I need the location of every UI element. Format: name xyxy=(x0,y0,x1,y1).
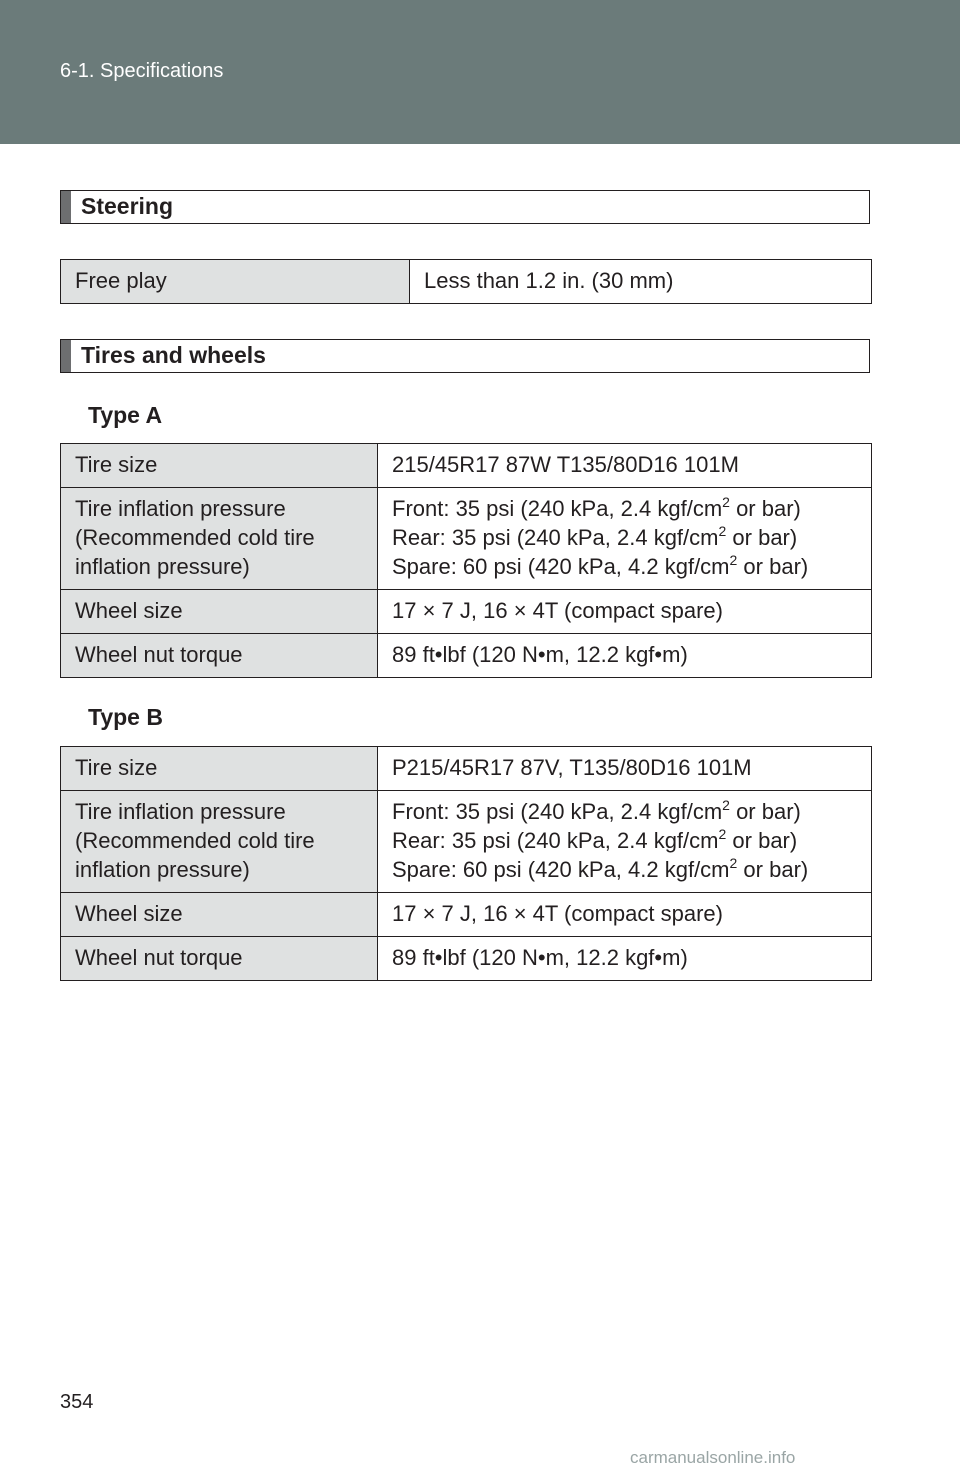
spare-pressure: Spare: 60 psi (420 kPa, 4.2 kgf/$cm^2$ or bar) xyxy=(392,855,809,882)
tire-size-value: 215/45R17 87W T135/80D16 101M xyxy=(378,444,872,488)
front-pressure: Front: 35 psi (240 kPa, 2.4 kgf/$cm^2$ or bar) xyxy=(392,494,801,521)
title-accent-bar xyxy=(61,191,71,223)
table-row xyxy=(61,634,872,678)
table-row xyxy=(61,937,872,981)
front-pressure: Front: 35 psi (240 kPa, 2.4 kgf/$cm^2$ or bar) xyxy=(392,797,801,824)
key-line: inflation pressure) xyxy=(75,857,250,882)
key-line: Tire inflation pressure xyxy=(75,496,286,521)
table-row xyxy=(61,488,872,590)
page-number: 354 xyxy=(60,1391,94,1413)
table-row xyxy=(61,747,872,791)
wheel-size-value: 17 × 7 J, 16 × 4T (compact spare) xyxy=(378,590,872,634)
type-a-table xyxy=(60,443,872,678)
wheel-nut-torque-value: 89 ft•lbf (120 N•m, 12.2 kgf•m) xyxy=(378,634,872,678)
wheel-nut-torque-key: Wheel nut torque xyxy=(61,937,378,981)
type-b-table xyxy=(60,746,872,981)
rear-pressure: Rear: 35 psi (240 kPa, 2.4 kgf/$cm^2$ or bar) xyxy=(392,826,798,853)
steering-title: Steering xyxy=(81,193,174,219)
rear-pressure: Rear: 35 psi (240 kPa, 2.4 kgf/$cm^2$ or bar) xyxy=(392,523,798,550)
tires-title: Tires and wheels xyxy=(81,342,266,368)
inflation-pressure-key xyxy=(61,488,378,590)
free-play-key: Free play xyxy=(61,260,410,304)
wheel-size-key: Wheel size xyxy=(61,893,378,937)
inflation-pressure-value xyxy=(378,488,872,590)
key-line: (Recommended cold tire xyxy=(75,525,315,550)
type-a-heading: Type A xyxy=(88,402,163,428)
header-band xyxy=(0,0,960,144)
tire-size-key: Tire size xyxy=(61,747,378,791)
wheel-nut-torque-value: 89 ft•lbf (120 N•m, 12.2 kgf•m) xyxy=(378,937,872,981)
steering-section-title xyxy=(60,190,870,224)
wheel-nut-torque-key: Wheel nut torque xyxy=(61,634,378,678)
wheel-size-value: 17 × 7 J, 16 × 4T (compact spare) xyxy=(378,893,872,937)
key-line: Tire inflation pressure xyxy=(75,799,286,824)
type-b-heading: Type B xyxy=(88,704,163,730)
free-play-value: Less than 1.2 in. (30 mm) xyxy=(410,260,872,304)
tire-size-key: Tire size xyxy=(61,444,378,488)
watermark: carmanualsonline.info xyxy=(630,1448,796,1467)
table-row xyxy=(61,260,872,304)
table-row xyxy=(61,893,872,937)
table-row xyxy=(61,590,872,634)
table-row xyxy=(61,791,872,893)
section-breadcrumb: 6-1. Specifications xyxy=(60,60,224,82)
title-accent-bar xyxy=(61,340,71,372)
wheel-size-key: Wheel size xyxy=(61,590,378,634)
steering-table xyxy=(60,259,872,304)
tire-size-value: P215/45R17 87V, T135/80D16 101M xyxy=(378,747,872,791)
spare-pressure: Spare: 60 psi (420 kPa, 4.2 kgf/$cm^2$ or bar) xyxy=(392,552,809,579)
key-line: (Recommended cold tire xyxy=(75,828,315,853)
tires-section-title xyxy=(60,339,870,373)
key-line: inflation pressure) xyxy=(75,554,250,579)
inflation-pressure-value xyxy=(378,791,872,893)
inflation-pressure-key xyxy=(61,791,378,893)
table-row xyxy=(61,444,872,488)
